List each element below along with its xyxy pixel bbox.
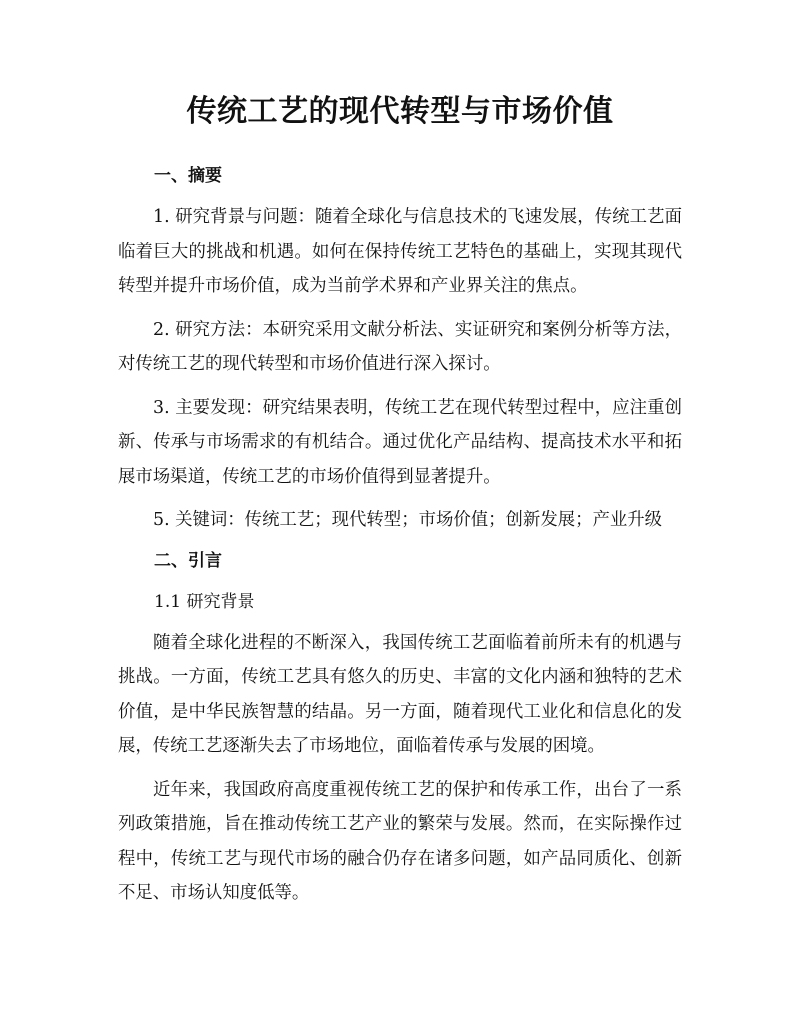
document-title: 传统工艺的现代转型与市场价值 [186,94,614,129]
section-heading-abstract: 一、摘要 [154,166,222,186]
abstract-paragraph-keywords: 5. 关键词：传统工艺；现代转型；市场价值；创新发展；产业升级 [153,510,663,530]
section-heading-introduction: 二、引言 [154,550,222,571]
introduction-section [118,547,682,911]
subsection-heading-research-background: 1.1 研究背景 [154,591,255,612]
introduction-paragraph-1: 随着全球化进程的不断深入，我国传统工艺面临着前所未有的机遇与挑战。一方面，传统工艺具有悠久的历史、丰富的文化内涵和独特的艺术价值，是中华民族智慧的结晶。另一方面，随着现代工业化和信息化的发展，传统工艺逐渐失去了市场地位，面临着传承与发展的困境。 [118,632,682,756]
abstract-paragraph-findings: 3. 主要发现：研究结果表明，传统工艺在现代转型过程中，应注重创新、传承与市场需求的有机结合。通过优化产品结构、提高技术水平和拓展市场渠道，传统工艺的市场价值得到显著提升。 [118,397,682,487]
abstract-section [118,162,682,538]
abstract-paragraph-methods: 2. 研究方法：本研究采用文献分析法、实证研究和案例分析等方法，对传统工艺的现代转型和市场价值进行深入探讨。 [118,319,682,374]
abstract-paragraph-background: 1. 研究背景与问题：随着全球化与信息技术的飞速发展，传统工艺面临着巨大的挑战和机遇。如何在保持传统工艺特色的基础上，实现其现代转型并提升市场价值，成为当前学术界和产业界关注的焦点。 [118,207,682,296]
introduction-paragraph-2: 近年来，我国政府高度重视传统工艺的保护和传承工作，出台了一系列政策措施，旨在推动传统工艺产业的繁荣与发展。然而，在实际操作过程中，传统工艺与现代市场的融合仍存在诸多问题，如产品同质化、创新不足、市场认知度低等。 [118,779,682,903]
